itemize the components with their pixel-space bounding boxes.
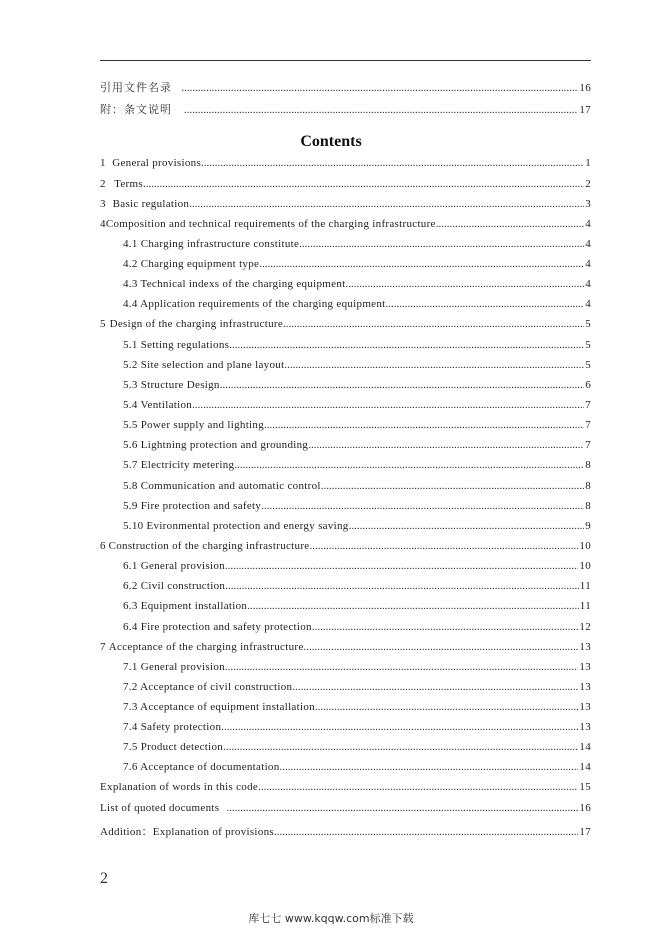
toc-entry-number: 4 — [100, 218, 106, 230]
toc-entry-page: 10 — [579, 560, 591, 572]
toc-leader-dots — [259, 258, 584, 270]
toc-entry-number: 3 — [100, 198, 106, 210]
toc-leader-dots — [258, 781, 578, 793]
toc-entry-7-3 — [123, 701, 591, 721]
toc-leader-dots — [283, 318, 584, 330]
toc-entry-page: 13 — [579, 721, 591, 733]
toc-leader-dots — [225, 661, 578, 673]
toc-entry-5-10 — [123, 520, 591, 540]
toc-leader-dots — [226, 802, 578, 814]
toc-entry-explanation-of-words — [100, 781, 591, 801]
toc-entry-page: 4 — [585, 258, 591, 270]
toc-entry-5-7 — [123, 459, 591, 479]
toc-entry-page: 7 — [585, 399, 591, 411]
toc-entry-page: 14 — [579, 741, 591, 753]
toc-leader-dots — [304, 641, 579, 653]
toc-entry-title: 7.1 General provision — [123, 661, 225, 673]
toc-entry-page: 5 — [585, 339, 591, 351]
toc-entry-page: 5 — [585, 359, 591, 371]
toc-entry-title: 6.3 Equipment installation — [123, 600, 248, 612]
toc-entry-page: 7 — [585, 419, 591, 431]
toc-entry-number: 5 — [100, 318, 106, 330]
footer-watermark: 库七七 www.kqqw.com标准下载 — [248, 912, 414, 925]
toc-leader-dots — [234, 459, 584, 471]
toc-entry-page: 2 — [585, 178, 591, 190]
toc-entry-page: 13 — [579, 681, 591, 693]
toc-entry-page: 6 — [585, 379, 591, 391]
toc-entry-5-5 — [123, 419, 591, 439]
toc-entry-title: Terms — [114, 178, 143, 190]
toc-entry-page: 13 — [579, 641, 591, 653]
toc-entry-title: 4.1 Charging infrastructure constitute — [123, 238, 300, 250]
toc-entry-4-1 — [123, 238, 591, 258]
toc-leader-dots — [223, 741, 578, 753]
toc-leader-dots — [264, 419, 584, 431]
toc-entry-title: 4.3 Technical indexs of the charging equipment — [123, 278, 346, 290]
toc-entry-4 — [100, 218, 591, 238]
toc-leader-dots — [143, 178, 584, 190]
toc-entry-7 — [100, 641, 591, 661]
toc-entry-title: 5.5 Power supply and lighting — [123, 419, 265, 431]
toc-entry-title: 4.2 Charging equipment type — [123, 258, 260, 270]
toc-entry-title: 5.9 Fire protection and safety — [123, 500, 262, 512]
toc-entry-title: 7.3 Acceptance of equipment installation — [123, 701, 315, 713]
toc-leader-dots — [321, 480, 584, 492]
toc-entry-title: 5.1 Setting regulations — [123, 339, 230, 351]
toc-entry-6-1 — [123, 560, 591, 580]
toc-entry-cn-quoted-documents — [100, 79, 591, 99]
toc-entry-page: 10 — [579, 540, 591, 552]
contents-heading: Contents — [300, 133, 362, 150]
toc-entry-addition — [100, 823, 591, 843]
toc-entry-page: 17 — [579, 826, 591, 838]
toc-leader-dots — [345, 278, 584, 290]
toc-leader-dots — [309, 540, 578, 552]
toc-entry-4-2 — [123, 258, 591, 278]
toc-entry-5-4 — [123, 399, 591, 419]
toc-entry-6-3 — [123, 600, 591, 620]
toc-entry-title: 5.10 Evironmental protection and energy saving — [123, 520, 349, 532]
toc-entry-page: 15 — [579, 781, 591, 793]
toc-entry-title: Addition：Explanation of provisions — [100, 826, 274, 838]
toc-entry-title: List of quoted documents — [100, 802, 220, 814]
toc-leader-dots — [201, 157, 584, 169]
toc-entry-5 — [100, 318, 591, 338]
toc-entry-page: 1 — [585, 157, 591, 169]
toc-entry-title: Basic regulation — [112, 198, 190, 210]
toc-leader-dots — [261, 500, 584, 512]
toc-entry-page: 7 — [585, 439, 591, 451]
toc-entry-6 — [100, 540, 591, 560]
toc-entry-title: 5.4 Ventilation — [123, 399, 193, 411]
toc-entry-page: 12 — [579, 621, 591, 633]
toc-entry-7-1 — [123, 661, 591, 681]
toc-entry-page: 14 — [579, 761, 591, 773]
toc-entry-4-3 — [123, 278, 591, 298]
toc-leader-dots — [184, 104, 578, 116]
toc-leader-dots — [312, 621, 579, 633]
toc-entry-number: 6 — [100, 540, 106, 552]
toc-entry-5-2 — [123, 359, 591, 379]
toc-entry-page: 4 — [585, 218, 591, 230]
toc-entry-title: 6.1 General provision — [123, 560, 225, 572]
toc-entry-title: 5.3 Structure Design — [123, 379, 220, 391]
toc-entry-page: 16 — [579, 802, 591, 814]
toc-leader-dots — [181, 82, 578, 94]
toc-entry-title: General provisions — [112, 157, 202, 169]
toc-entry-5-9 — [123, 500, 591, 520]
toc-entry-title: Acceptance of the charging infrastructure — [108, 641, 304, 653]
toc-entry-title: Construction of the charging infrastructure — [108, 540, 310, 552]
toc-entry-number: 2 — [100, 178, 106, 190]
toc-entry-title: 附：条文说明 — [100, 103, 172, 116]
toc-leader-dots — [225, 580, 579, 592]
toc-leader-dots — [225, 560, 578, 572]
toc-entry-7-6 — [123, 761, 591, 781]
toc-entry-7-4 — [123, 721, 591, 741]
page-number: 2 — [100, 870, 108, 887]
toc-entry-page: 8 — [585, 459, 591, 471]
toc-entry-cn-explanation — [100, 101, 591, 121]
toc-entry-title: Design of the charging infrastructure — [109, 318, 284, 330]
toc-leader-dots — [284, 359, 584, 371]
toc-entry-page: 9 — [585, 520, 591, 532]
toc-entry-title: 6.4 Fire protection and safety protection — [123, 621, 312, 633]
toc-entry-7-2 — [123, 681, 591, 701]
toc-entry-page: 11 — [579, 600, 591, 612]
toc-entry-title: 5.6 Lightning protection and grounding — [123, 439, 309, 451]
toc-leader-dots — [280, 761, 579, 773]
toc-entry-6-2 — [123, 580, 591, 600]
toc-entry-5-3 — [123, 379, 591, 399]
toc-entry-title: 7.4 Safety protection — [123, 721, 222, 733]
toc-entry-page: 4 — [585, 238, 591, 250]
toc-entry-6-4 — [123, 621, 591, 641]
toc-entry-page: 16 — [579, 82, 591, 94]
toc-leader-dots — [308, 439, 584, 451]
toc-entry-page: 3 — [585, 198, 591, 210]
toc-entry-title: Composition and technical requirements of the charging infrastructure — [105, 218, 436, 230]
toc-leader-dots — [189, 198, 584, 210]
toc-entry-page: 11 — [579, 580, 591, 592]
toc-entry-number: 7 — [100, 641, 106, 653]
toc-leader-dots — [349, 520, 585, 532]
toc-entry-title: 引用文件名录 — [100, 81, 172, 94]
toc-entry-title: 7.6 Acceptance of documentation — [123, 761, 280, 773]
toc-entry-1 — [100, 157, 591, 177]
toc-entry-7-5 — [123, 741, 591, 761]
toc-entry-page: 8 — [585, 480, 591, 492]
toc-leader-dots — [229, 339, 584, 351]
toc-leader-dots — [247, 600, 579, 612]
toc-entry-page: 13 — [579, 661, 591, 673]
toc-entry-number: 1 — [100, 157, 106, 169]
toc-leader-dots — [220, 379, 584, 391]
toc-entry-page: 13 — [579, 701, 591, 713]
toc-entry-5-1 — [123, 339, 591, 359]
toc-entry-title: 6.2 Civil construction — [123, 580, 226, 592]
toc-entry-4-4 — [123, 298, 591, 318]
toc-entry-title: 7.2 Acceptance of civil construction — [123, 681, 293, 693]
toc-entry-title: Explanation of words in this code — [100, 781, 259, 793]
toc-entry-3 — [100, 198, 591, 218]
toc-entry-page: 8 — [585, 500, 591, 512]
toc-leader-dots — [192, 399, 584, 411]
toc-entry-title: 5.8 Communication and automatic control — [123, 480, 321, 492]
toc-leader-dots — [292, 681, 578, 693]
toc-entry-page: 4 — [585, 278, 591, 290]
toc-leader-dots — [274, 826, 578, 838]
toc-entry-5-8 — [123, 480, 591, 500]
toc-entry-5-6 — [123, 439, 591, 459]
toc-entry-2 — [100, 178, 591, 198]
toc-entry-page: 17 — [579, 104, 591, 116]
toc-leader-dots — [221, 721, 578, 733]
toc-entry-quoted-documents — [100, 802, 591, 822]
toc-leader-dots — [386, 298, 585, 310]
header-rule — [100, 60, 591, 61]
toc-leader-dots — [436, 218, 584, 230]
toc-leader-dots — [299, 238, 584, 250]
toc-entry-title: 7.5 Product detection — [123, 741, 224, 753]
toc-entry-title: 5.2 Site selection and plane layout — [123, 359, 285, 371]
toc-entry-page: 5 — [585, 318, 591, 330]
toc-entry-title: 5.7 Electricity metering — [123, 459, 235, 471]
toc-entry-page: 4 — [585, 298, 591, 310]
toc-entry-title: 4.4 Application requirements of the charging equipment — [123, 298, 386, 310]
toc-leader-dots — [315, 701, 578, 713]
